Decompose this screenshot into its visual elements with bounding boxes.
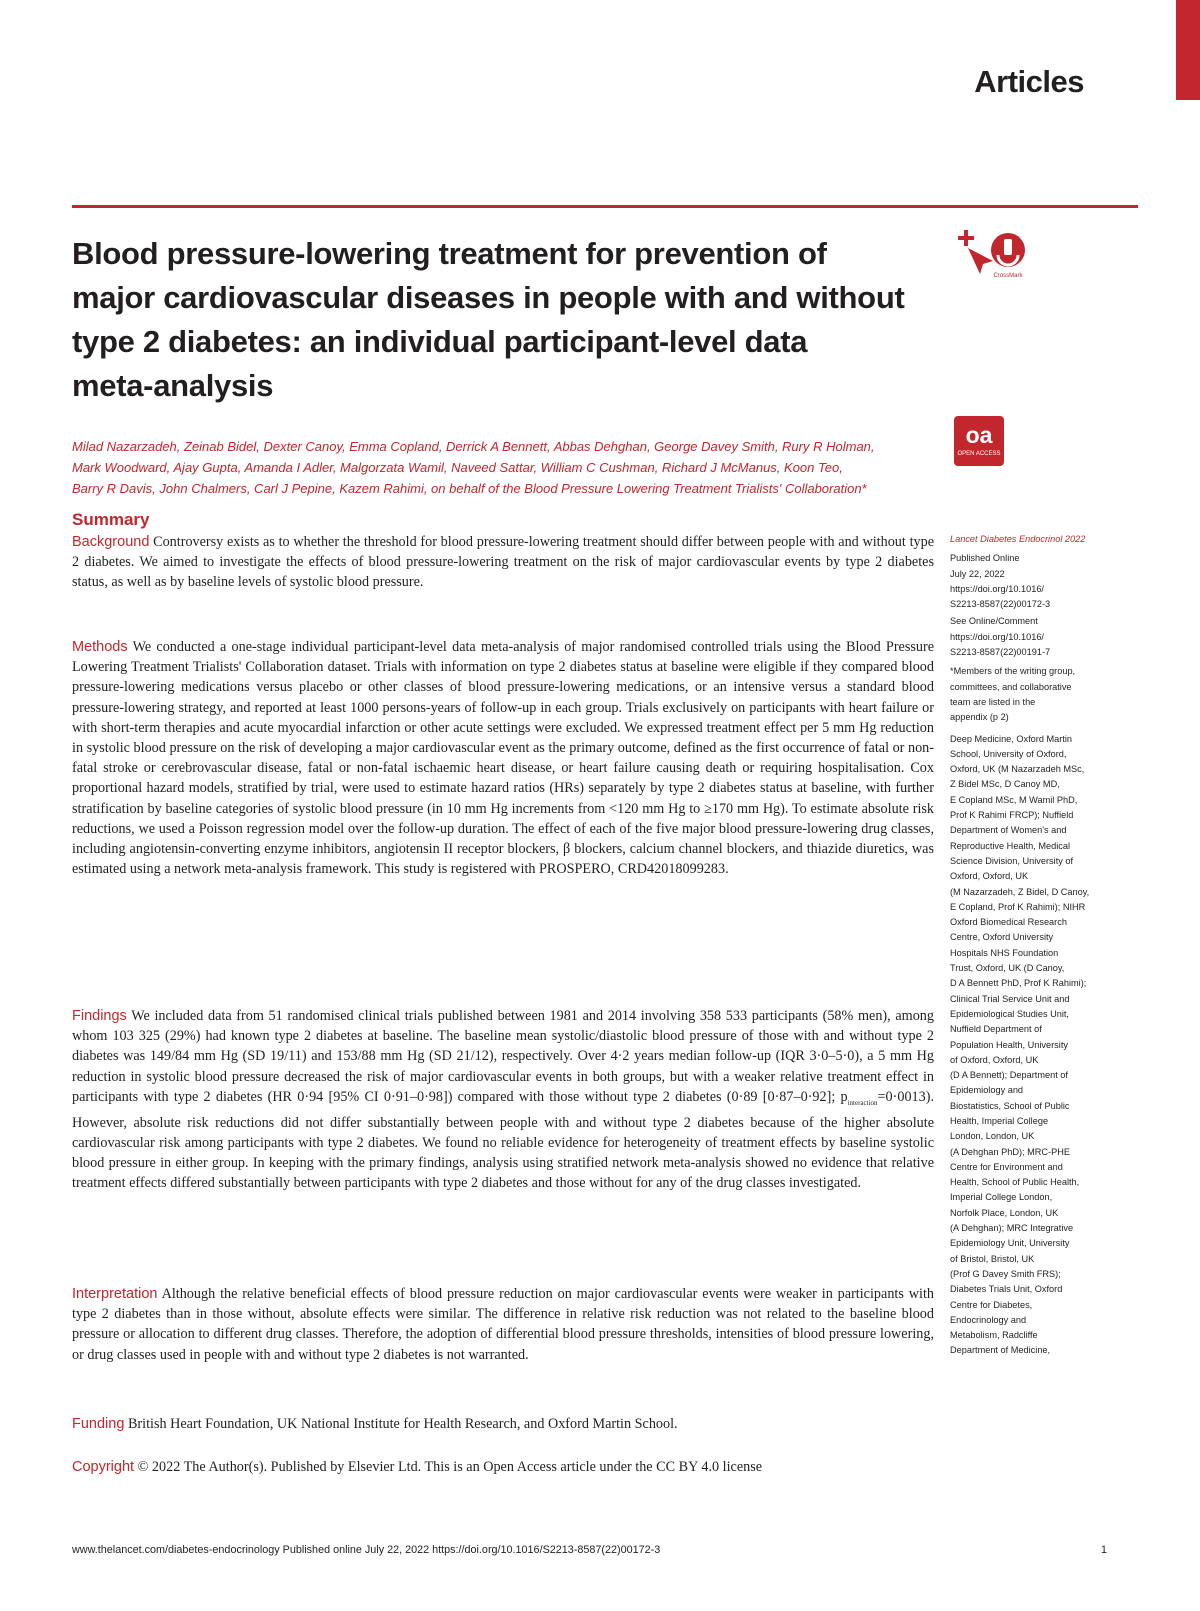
p-interaction-subscript: interaction — [847, 1098, 878, 1107]
affiliation-line: Biostatistics, School of Public — [950, 1100, 1070, 1111]
affiliation-line: Centre, Oxford University — [950, 932, 1054, 943]
affiliation-line: School, University of Oxford, — [950, 748, 1067, 759]
article-doi-link[interactable] — [950, 582, 1116, 613]
oa-badge-sublabel: OPEN ACCESS — [957, 451, 1001, 457]
abstract-methods — [72, 637, 934, 879]
affiliation-line: Department of Women's and — [950, 825, 1067, 836]
doi-line: S2213-8587(22)00172-3 — [950, 599, 1051, 610]
article-title — [72, 232, 952, 408]
methods-text: We conducted a one-stage individual participant-level data meta-analysis of major randomised controlled trials using the Blood Pressure Lowering Treatment Trialists' Collaboration dataset. Trials with information on type 2 diabetes status at baseline were eligible if they compared blood pressure-lowering medications versus placebo or other classes of blood pressure-lowering medications, or an intensive versus a standard blood pressure-lowering strategy, and reported at least 1000 persons-years of follow-up in each group. Trials exclusively on participants with heart failure or with short-term therapies and acute myocardial infarction or other acute settings were excluded. We expressed treatment effect per 5 mm Hg reduction in systolic blood pressure on the risk of developing a major cardiovascular event as the primary outcome, defined as the first occurrence of fatal or non-fatal stroke or cerebrovascular disease, fatal or non-fatal ischaemic heart disease, or heart failure causing death or requiring hospitalisation. Cox proportional hazard models, stratified by trial, were used to estimate hazard ratios (HRs) separately by type 2 diabetes status at baseline, with further stratification by baseline categories of systolic blood pressure (in 10 mm Hg increments from <120 mm Hg to ≥170 mm Hg). To estimate absolute risk reductions, we used a Poisson regression model over the follow-up duration. The effect of each of the five major blood pressure-lowering drug classes, including angiotensin-converting enzyme inhibitors, angiotensin II receptor blockers, β blockers, calcium channel blockers, and thiazide diuretics, was estimated using a network meta-analysis framework. This study is registered with PROSPERO, CRD42018099283. — [72, 639, 934, 878]
affiliations — [950, 732, 1116, 1359]
crossmark-icon[interactable] — [954, 228, 1034, 280]
doi-line: S2213-8587(22)00191-7 — [950, 647, 1051, 658]
title-line: meta-analysis — [72, 368, 274, 403]
affiliation-line: D A Bennett PhD, Prof K Rahimi); — [950, 978, 1087, 989]
affiliation-line: Trust, Oxford, UK (D Canoy, — [950, 963, 1065, 974]
comment-doi-link[interactable] — [950, 630, 1116, 661]
footnote-line: team are listed in the — [950, 696, 1036, 707]
page-footer: www.thelancet.com/diabetes-endocrinology Published online July 22, 2022 https://doi.org/10.1016/S2213-8587(22)00172-3 — [72, 1544, 661, 1556]
journal-reference: Lancet Diabetes Endocrinol 2022 — [950, 534, 1086, 544]
affiliation-line: Health, Imperial College — [950, 1115, 1049, 1126]
footnote-line: committees, and collaborative — [950, 681, 1072, 692]
affiliation-line: Clinical Trial Service Unit and — [950, 993, 1070, 1004]
affiliation-line: Epidemiology Unit, University — [950, 1238, 1070, 1249]
affiliation-line: (Prof G Davey Smith FRS); — [950, 1268, 1061, 1279]
author-line: Milad Nazarzadeh, Zeinab Bidel, Dexter Canoy, Emma Copland, Derrick A Bennett, Abbas Dehghan, George Davey Smith, Rury R Holman, — [72, 439, 875, 454]
affiliation-line: Centre for Environment and — [950, 1161, 1063, 1172]
title-line: type 2 diabetes: an individual participant-level data — [72, 324, 808, 359]
copyright-label: Copyright — [72, 1459, 135, 1475]
affiliation-line: Endocrinology and — [950, 1314, 1027, 1325]
affiliation-line: E Copland MSc, M Wamil PhD, — [950, 794, 1078, 805]
affiliation-line: Nuffield Department of — [950, 1024, 1042, 1035]
affiliation-line: (A Dehghan); MRC Integrative — [950, 1223, 1074, 1234]
abstract-funding — [72, 1414, 934, 1434]
abstract-copyright — [72, 1457, 934, 1477]
findings-text-cont: =0·0013). However, absolute risk reductions did not differ substantially between people with and without type 2 diabetes because of the higher absolute cardiovascular risk among participants with type 2 diabetes. We found no reliable evidence for heterogeneity of treatment effects by baseline systolic blood pressure in either group. In keeping with the primary findings, analysis using stratified network meta-analysis showed no evidence that relative treatment effects differed substantially between participants with type 2 diabetes and those without for any of the drug classes investigated. — [72, 1088, 934, 1192]
abstract-interpretation — [72, 1284, 934, 1365]
funding-label: Funding — [72, 1416, 125, 1432]
findings-label: Findings — [72, 1008, 127, 1024]
affiliation-line: Imperial College London, — [950, 1192, 1053, 1203]
affiliation-line: Reproductive Health, Medical — [950, 840, 1071, 851]
affiliation-line: Epidemiological Studies Unit, — [950, 1008, 1069, 1019]
footnote-line: appendix (p 2) — [950, 712, 1009, 723]
publication-sidebar — [950, 532, 1116, 1359]
affiliation-line: Centre for Diabetes, — [950, 1299, 1033, 1310]
affiliation-line: Health, School of Public Health, — [950, 1177, 1080, 1188]
published-online — [950, 551, 1116, 566]
footnote-line: *Members of the writing group, — [950, 666, 1076, 677]
author-line: Barry R Davis, John Chalmers, Carl J Pepine, Kazem Rahimi, on behalf of the Blood Pressure Lowering Treatment Trialists' Collaboration* — [72, 481, 867, 496]
members-footnote — [950, 664, 1116, 725]
funding-text: British Heart Foundation, UK National Institute for Health Research, and Oxford Martin School. — [127, 1416, 678, 1432]
affiliation-line: London, London, UK — [950, 1131, 1035, 1142]
affiliation-line: Deep Medicine, Oxford Martin — [950, 733, 1073, 744]
summary-heading: Summary — [72, 510, 150, 529]
doi-line: https://doi.org/10.1016/ — [950, 631, 1044, 642]
background-label: Background — [72, 534, 150, 550]
affiliation-line: Metabolism, Radcliffe — [950, 1330, 1038, 1341]
open-access-badge — [954, 416, 1004, 466]
interpretation-text: Although the relative beneficial effects of blood pressure reduction on major cardiovascular events were weaker in participants with type 2 diabetes than in those without, absolute effects were similar. The difference in relative risk reduction was not related to the baseline blood pressure or allocation to different drug classes. Therefore, the adoption of differential blood pressure thresholds, intensities of blood pressure lowering, or drug classes used in people with and without type 2 diabetes is not warranted. — [72, 1286, 934, 1363]
section-label: Articles — [974, 64, 1084, 99]
author-list — [72, 436, 942, 499]
published-label: Published Online — [950, 553, 1020, 564]
affiliation-line: (A Dehghan PhD); MRC-PHE — [950, 1146, 1070, 1157]
affiliation-line: of Oxford, Oxford, UK — [950, 1054, 1039, 1065]
oa-badge-label: oa — [965, 422, 993, 448]
svg-text:CrossMark: CrossMark — [993, 273, 1023, 279]
title-line: Blood pressure-lowering treatment for prevention of — [72, 236, 827, 271]
affiliation-line: Z Bidel MSc, D Canoy MD, — [950, 779, 1060, 790]
affiliation-line: Science Division, University of — [950, 855, 1074, 866]
interpretation-label: Interpretation — [72, 1286, 158, 1302]
affiliation-line: Population Health, University — [950, 1039, 1068, 1050]
affiliation-line: Prof K Rahimi FRCP); Nuffield — [950, 810, 1074, 821]
accent-edge-bar — [1176, 0, 1200, 100]
published-date: July 22, 2022 — [950, 568, 1005, 579]
author-line: Mark Woodward, Ajay Gupta, Amanda I Adler, Malgorzata Wamil, Naveed Sattar, William C Cushman, Richard J McManus, Koon Teo, — [72, 460, 843, 475]
affiliation-line: Oxford, Oxford, UK — [950, 871, 1029, 882]
affiliation-line: Department of Medicine, — [950, 1345, 1051, 1356]
page-number: 1 — [1100, 1544, 1107, 1556]
affiliation-line: Oxford Biomedical Research — [950, 917, 1067, 928]
methods-label: Methods — [72, 639, 128, 655]
abstract-findings — [72, 1006, 934, 1194]
title-line: major cardiovascular diseases in people with and without — [72, 280, 905, 315]
affiliation-line: Norfolk Place, London, UK — [950, 1207, 1059, 1218]
see-comment-label: See Online/Comment — [950, 616, 1038, 627]
doi-line: https://doi.org/10.1016/ — [950, 583, 1044, 594]
affiliation-line: Oxford, UK (M Nazarzadeh MSc, — [950, 764, 1085, 775]
copyright-text: © 2022 The Author(s). Published by Elsevier Ltd. This is an Open Access article under the CC BY 4.0 license — [137, 1459, 763, 1475]
background-text: Controversy exists as to whether the threshold for blood pressure-lowering treatment should differ between people with and without type 2 diabetes. We aimed to investigate the effects of blood pressure-lowering treatment on the risk of major cardiovascular events by type 2 diabetes status, as well as by baseline levels of systolic blood pressure. — [72, 534, 934, 591]
abstract-background — [72, 532, 934, 593]
affiliation-line: Epidemiology and — [950, 1085, 1024, 1096]
header-rule — [72, 205, 1138, 208]
findings-text: We included data from 51 randomised clinical trials published between 1981 and 2014 involving 358 533 participants (58% men), among whom 103 325 (29%) had known type 2 diabetes at baseline. The baseline mean systolic/diastolic blood pressure of those with and without type 2 diabetes was 149/84 mm Hg (SD 19/11) and 153/88 mm Hg (SD 21/12), respectively. Over 4·2 years median follow-up (IQR 3·0–5·0), a 5 mm Hg reduction in systolic blood pressure decreased the risk of major cardiovascular events in both groups, but with a weaker relative treatment effect in participants with type 2 diabetes (HR 0·94 [95% CI 0·91–0·98]) compared with those without type 2 diabetes (0·89 [0·87–0·92]; p — [72, 1008, 934, 1105]
affiliation-line: (M Nazarzadeh, Z Bidel, D Canoy, — [950, 886, 1090, 897]
affiliation-line: Hospitals NHS Foundation — [950, 947, 1059, 958]
affiliation-line: of Bristol, Bristol, UK — [950, 1253, 1035, 1264]
affiliation-line: (D A Bennett); Department of — [950, 1070, 1068, 1081]
affiliation-line: E Copland, Prof K Rahimi); NIHR — [950, 901, 1086, 912]
affiliation-line: Diabetes Trials Unit, Oxford — [950, 1284, 1063, 1295]
